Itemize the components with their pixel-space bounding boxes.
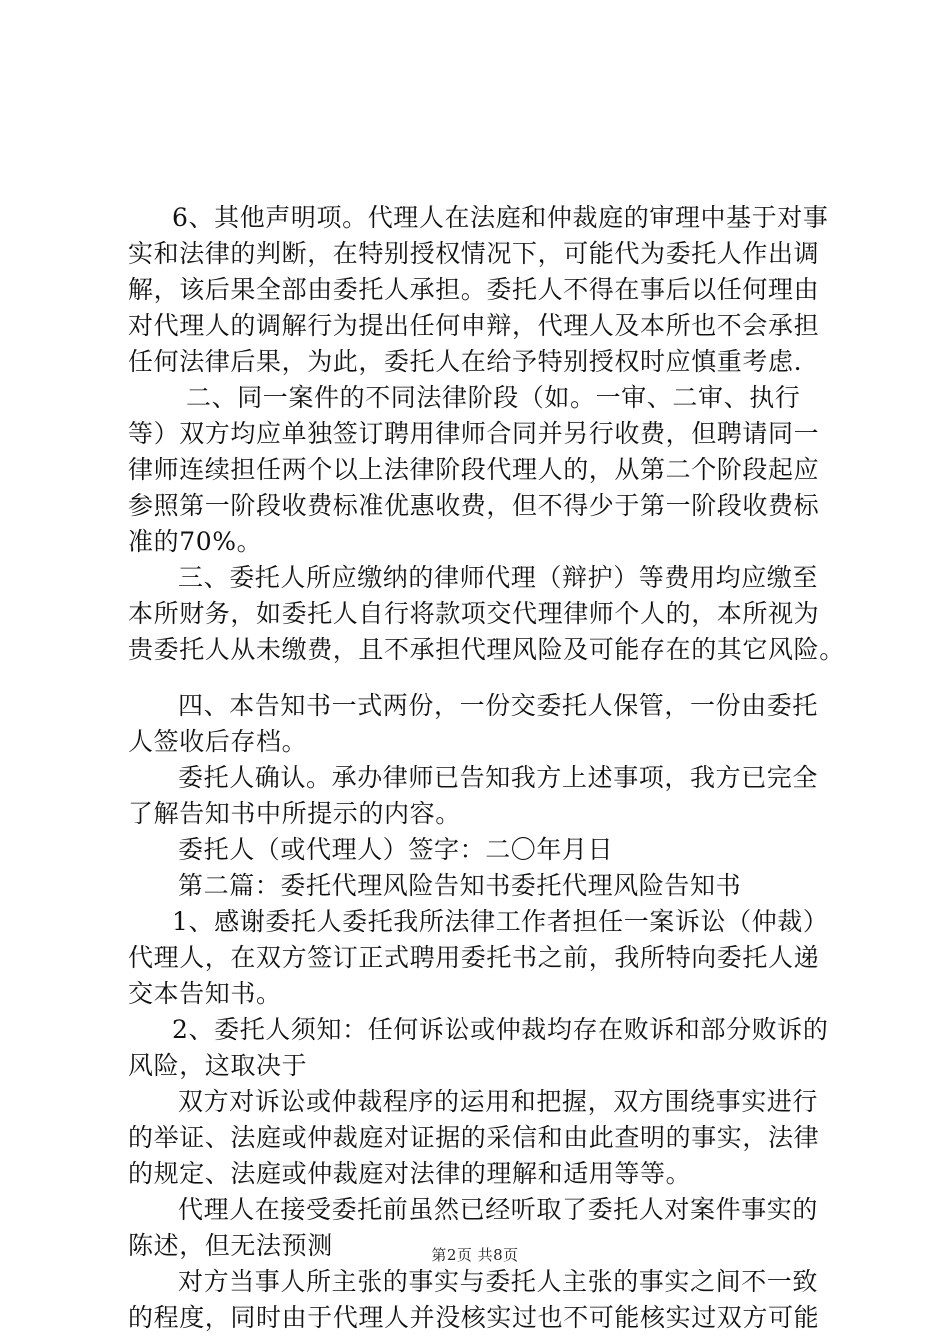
paragraph-line: 代理人，在双方签订正式聘用委托书之前，我所特向委托人递 — [128, 943, 820, 972]
paragraph-line: 2、委托人须知：任何诉讼或仲裁均存在败诉和部分败诉的 — [172, 1015, 829, 1044]
paragraph-line: 1、感谢委托人委托我所法律工作者担任一案诉讼（仲裁） — [172, 907, 829, 936]
paragraph-line: 实和法律的判断，在特别授权情况下，可能代为委托人作出调 — [128, 239, 820, 268]
document-body — [128, 200, 845, 1336]
paragraph-line: 委托人确认。承办律师已告知我方上述事项，我方已完全 — [178, 763, 819, 792]
paragraph-line: 陈述，但无法预测 — [128, 1231, 333, 1260]
paragraph-line: 代理人在接受委托前虽然已经听取了委托人对案件事实的 — [178, 1195, 819, 1224]
paragraph-line: 的举证、法庭或仲裁庭对证据的采信和由此查明的事实，法律 — [128, 1123, 820, 1152]
paragraph-line: 贵委托人从未缴费，且不承担代理风险及可能存在的其它风险。 — [128, 635, 845, 664]
paragraph-line: 本所财务，如委托人自行将款项交代理律师个人的，本所视为 — [128, 599, 820, 628]
section-heading: 第二篇：委托代理风险告知书委托代理风险告知书 — [178, 871, 742, 900]
paragraph-line: 二、同一案件的不同法律阶段（如。一审、二审、执行 — [186, 383, 801, 412]
page-number-footer: 第2页 共8页 — [431, 1246, 519, 1264]
paragraph-line: 律师连续担任两个以上法律阶段代理人的，从第二个阶段起应 — [128, 455, 820, 484]
paragraph-line: 交本告知书。 — [128, 979, 282, 1008]
paragraph-line: 双方对诉讼或仲裁程序的运用和把握，双方围绕事实进行 — [178, 1087, 819, 1116]
paragraph-line: 任何法律后果，为此，委托人在给予特别授权时应慎重考虑. — [128, 347, 803, 376]
paragraph-line: 四、本告知书一式两份，一份交委托人保管，一份由委托 — [178, 691, 819, 720]
paragraph-line: 的程度，同时由于代理人并没核实过也不可能核实过双方可能 — [128, 1303, 820, 1332]
paragraph-line: 准的70%。 — [128, 527, 263, 556]
paragraph-line: 的规定、法庭或仲裁庭对法律的理解和适用等等。 — [128, 1159, 692, 1188]
paragraph-line: 对方当事人所主张的事实与委托人主张的事实之间不一致 — [178, 1267, 819, 1296]
paragraph-line: 参照第一阶段收费标准优惠收费，但不得少于第一阶段收费标 — [128, 491, 820, 520]
paragraph-line: 解，该后果全部由委托人承担。委托人不得在事后以任何理由 — [128, 275, 820, 304]
signature-line: 委托人（或代理人）签字：二〇年月日 — [178, 835, 614, 864]
paragraph-line: 6、其他声明项。代理人在法庭和仲裁庭的审理中基于对事 — [172, 203, 829, 232]
paragraph-line: 三、委托人所应缴纳的律师代理（辩护）等费用均应缴至 — [178, 563, 819, 592]
paragraph-line: 等）双方均应单独签订聘用律师合同并另行收费，但聘请同一 — [128, 419, 820, 448]
paragraph-line: 了解告知书中所提示的内容。 — [128, 799, 461, 828]
paragraph-line: 对代理人的调解行为提出任何申辩，代理人及本所也不会承担 — [128, 311, 820, 340]
paragraph-line: 风险，这取决于 — [128, 1051, 308, 1080]
paragraph-line: 人签收后存档。 — [128, 727, 308, 756]
